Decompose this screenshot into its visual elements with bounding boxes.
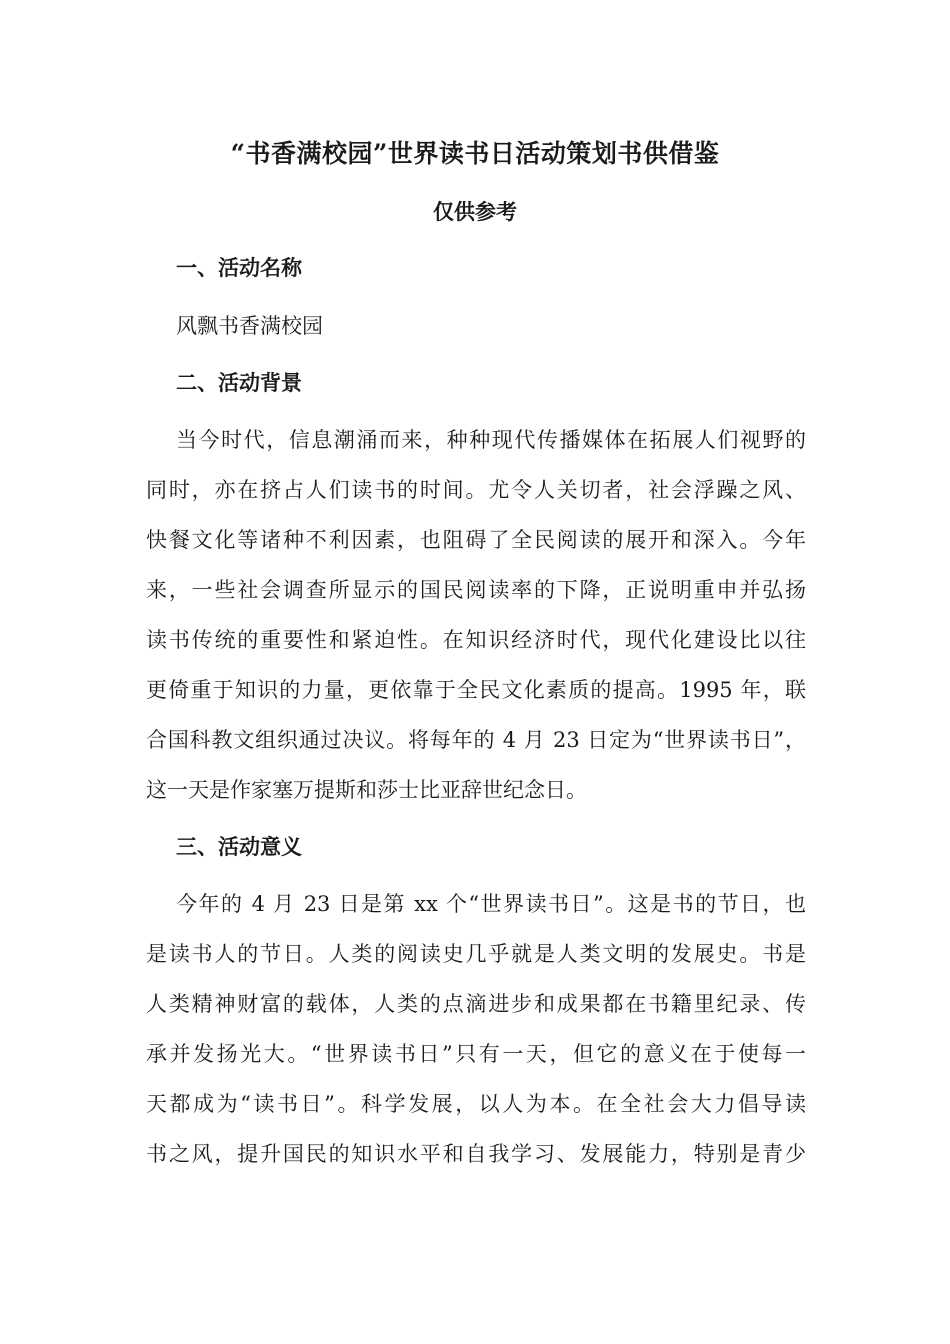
paragraph-line: 当今时代，信息潮涌而来，种种现代传播媒体在拓展人们视野的 xyxy=(176,428,806,452)
document-title: “书香满校园”世界读书日活动策划书供借鉴 xyxy=(230,139,720,168)
paragraph-line: 人类精神财富的载体，人类的点滴进步和成果都在书籍里纪录、传 xyxy=(146,992,806,1016)
section-heading-activity-significance: 三、活动意义 xyxy=(176,834,302,859)
paragraph-line: 今年的 4 月 23 日是第 xx 个“世界读书日”。这是书的节日，也 xyxy=(176,892,806,916)
section-heading-activity-background: 二、活动背景 xyxy=(176,370,302,395)
paragraph-line: 同时，亦在挤占人们读书的时间。尤令人关切者，社会浮躁之风、 xyxy=(146,478,806,502)
paragraph-line: 来，一些社会调查所显示的国民阅读率的下降，正说明重申并弘扬 xyxy=(146,578,806,602)
paragraph-line: 是读书人的节日。人类的阅读史几乎就是人类文明的发展史。书是 xyxy=(146,942,806,966)
paragraph-line: 天都成为“读书日”。科学发展，以人为本。在全社会大力倡导读 xyxy=(146,1092,806,1116)
paragraph-line: 书之风，提升国民的知识水平和自我学习、发展能力，特别是青少 xyxy=(146,1142,806,1166)
document-subtitle: 仅供参考 xyxy=(433,199,517,224)
paragraph-line: 风飘书香满校园 xyxy=(176,314,323,338)
paragraph-line: 承并发扬光大。“世界读书日”只有一天，但它的意义在于使每一 xyxy=(146,1042,806,1066)
paragraph-line: 这一天是作家塞万提斯和莎士比亚辞世纪念日。 xyxy=(146,778,587,802)
paragraph-line: 快餐文化等诸种不利因素，也阻碍了全民阅读的展开和深入。今年 xyxy=(146,528,806,552)
section-heading-activity-name: 一、活动名称 xyxy=(176,255,302,280)
paragraph-line: 读书传统的重要性和紧迫性。在知识经济时代，现代化建设比以往 xyxy=(146,628,806,652)
paragraph-line: 更倚重于知识的力量，更依靠于全民文化素质的提高。1995 年，联 xyxy=(146,678,806,702)
paragraph-line: 合国科教文组织通过决议。将每年的 4 月 23 日定为“世界读书日”， xyxy=(146,728,806,752)
